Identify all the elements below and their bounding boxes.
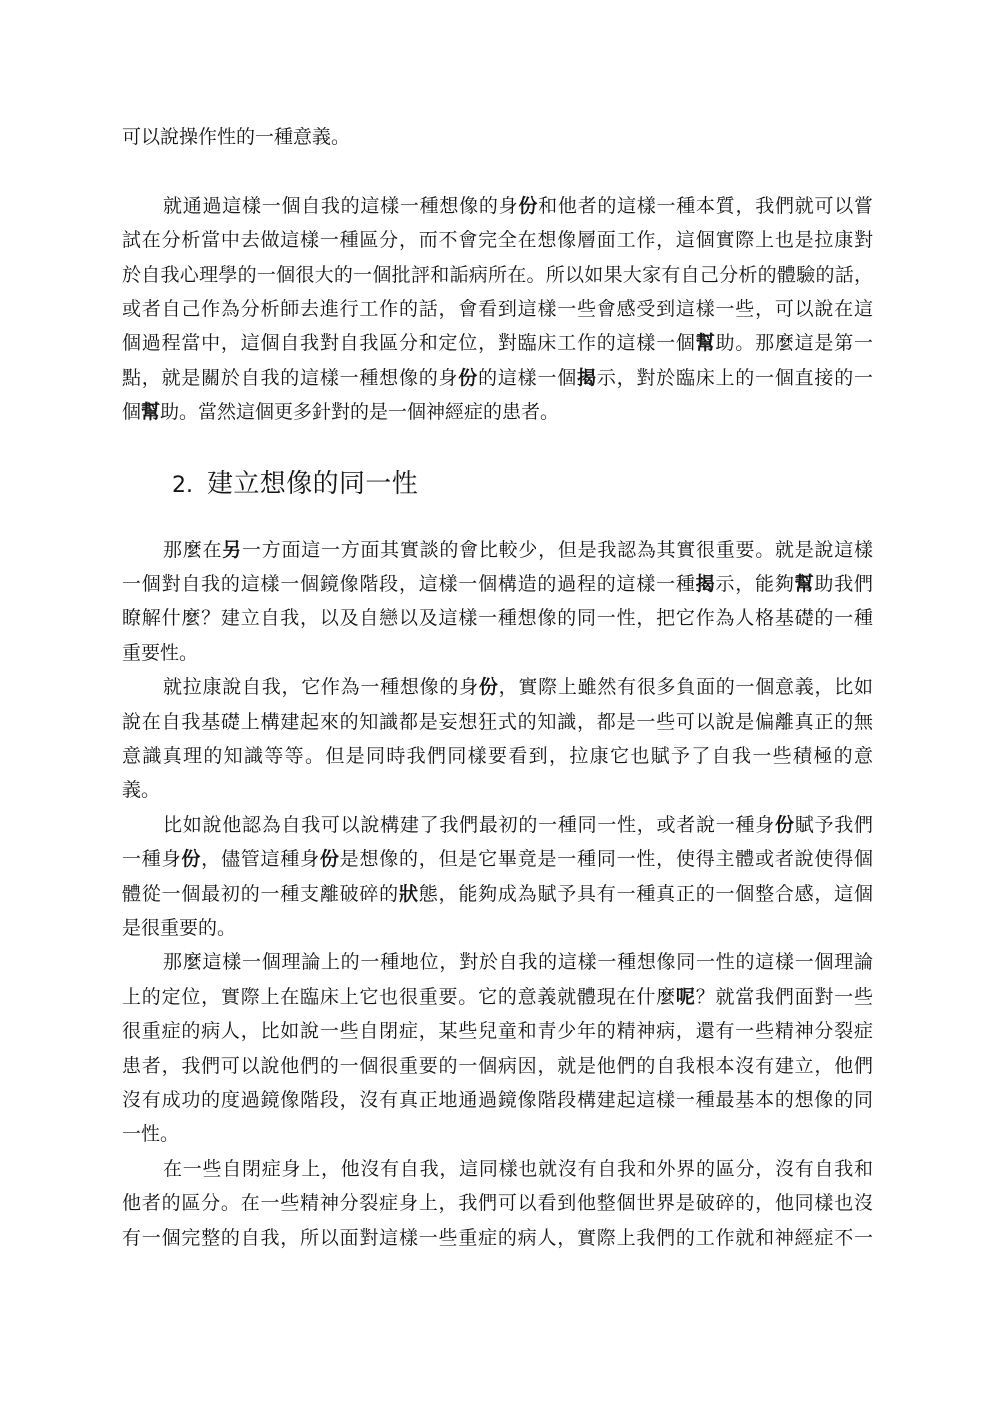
paragraph-line: 義。 (122, 779, 161, 802)
emphasized-glyph: 份 (518, 194, 539, 217)
paragraph (122, 670, 873, 808)
emphasized-glyph: 份 (775, 813, 795, 836)
paragraph-line: 就通過這樣一個自我的這樣一種想像的身份和他者的這樣一種本質，我們就可以嘗 (163, 194, 873, 217)
paragraph-line: 他者的區分。在一些精神分裂症身上，我們可以看到他整個世界是破碎的，他同樣也沒 (122, 1192, 873, 1215)
paragraph-line: 試在分析當中去做這樣一種區分，而不會完全在想像層面工作，這個實際上也是拉康對 (122, 229, 873, 252)
document-body (122, 120, 873, 1255)
paragraph-line: 一個對自我的這樣一個鏡像階段，這樣一個構造的過程的這樣一種揭示，能夠幫助我們 (122, 573, 873, 596)
paragraph-line: 沒有成功的度過鏡像階段，沒有真正地通過鏡像階段構建起這樣一種最基本的想像的同 (122, 1088, 873, 1111)
paragraph-line: 那麼在另一方面這一方面其實談的會比較少，但是我認為其實很重要。就是說這樣 (163, 538, 873, 561)
paragraph-line: 或者自己作為分析師去進行工作的話，會看到這樣一些會感受到這樣一些，可以說在這 (122, 297, 873, 320)
section-heading-text (172, 463, 418, 500)
paragraph-line: 一種身份，儘管這種身份是想像的，但是它畢竟是一種同一性，使得主體或者說使得個 (122, 848, 873, 871)
paragraph-line: 說在自我基礎上構建起來的知識都是妄想狂式的知識，都是一些可以說是偏離真正的無 (122, 710, 873, 733)
paragraph-line: 上的定位，實際上在臨床上它也很重要。它的意義就體現在什麼呢？就當我們面對一些 (122, 985, 873, 1008)
paragraph (122, 120, 873, 154)
emphasized-glyph: 幫 (141, 401, 161, 424)
paragraph-line: 就拉康說自我，它作為一種想像的身份，實際上雖然有很多負面的一個意義，比如 (163, 676, 873, 699)
paragraph-line: 患者，我們可以說他們的一個很重要的一個病因，就是他們的自我根本沒有建立，他們 (122, 1054, 873, 1077)
paragraph-line: 比如說他認為自我可以說構建了我們最初的一種同一性，或者說一種身份賦予我們 (163, 813, 873, 836)
paragraph-line: 體從一個最初的一種支離破碎的狀態，能夠成為賦予具有一種真正的一個整合感，這個 (122, 882, 873, 905)
paragraph-line: 有一個完整的自我，所以面對這樣一些重症的病人，實際上我們的工作就和神經症不一 (122, 1226, 873, 1249)
paragraph-line: 重要性。 (122, 641, 199, 664)
paragraph-line: 瞭解什麼？建立自我，以及自戀以及這樣一種想像的同一性，把它作為人格基礎的一種 (122, 607, 873, 630)
section-title: 建立想像的同一性 (207, 468, 419, 499)
emphasized-glyph: 份 (478, 676, 499, 699)
emphasized-glyph: 呢 (675, 985, 696, 1008)
paragraph (122, 533, 873, 671)
emphasized-glyph: 幫 (794, 573, 815, 596)
section-number: 2. (172, 472, 193, 498)
emphasized-glyph: 狀 (398, 882, 419, 905)
paragraph (122, 189, 873, 430)
emphasized-glyph: 揭 (695, 573, 716, 596)
paragraph-line: 可以說操作性的一種意義。 (122, 126, 351, 148)
paragraph-line: 那麼這樣一個理論上的一種地位，對於自我的這樣一種想像同一性的這樣一個理論 (163, 951, 873, 974)
paragraph-line: 於自我心理學的一個很大的一個批評和詬病所在。所以如果大家有自己分析的體驗的話， (122, 263, 873, 286)
section-heading (122, 430, 873, 533)
paragraph-line: 是很重要的。 (122, 917, 237, 939)
paragraph (122, 1152, 873, 1255)
paragraph-line: 意識真理的知識等等。但是同時我們同樣要看到，拉康它也賦予了自我一些積極的意 (122, 745, 873, 768)
blank-line (122, 154, 873, 188)
paragraph-line: 個過程當中，這個自我對自我區分和定位，對臨床工作的這樣一個幫助。那麼這是第一 (122, 332, 873, 355)
emphasized-glyph: 揭 (577, 366, 597, 389)
paragraph-line: 點，就是關於自我的這樣一種想像的身份的這樣一個揭示，對於臨床上的一個直接的一 (122, 366, 873, 389)
emphasized-glyph: 份 (181, 848, 202, 871)
paragraph-line: 在一些自閉症身上，他沒有自我，這同樣也就沒有自我和外界的區分，沒有自我和 (163, 1157, 873, 1180)
paragraph (122, 945, 873, 1151)
emphasized-glyph: 份 (458, 366, 479, 389)
paragraph-line: 個幫助。當然這個更多針對的是一個神經症的患者。 (122, 401, 560, 424)
emphasized-glyph: 幫 (695, 332, 716, 355)
emphasized-glyph: 另 (222, 538, 242, 561)
paragraph-line: 一性。 (122, 1123, 180, 1146)
paragraph-line: 很重症的病人，比如說一些自閉症，某些兒童和青少年的精神病，還有一些精神分裂症 (122, 1020, 873, 1043)
paragraph (122, 808, 873, 946)
emphasized-glyph: 份 (319, 848, 340, 871)
